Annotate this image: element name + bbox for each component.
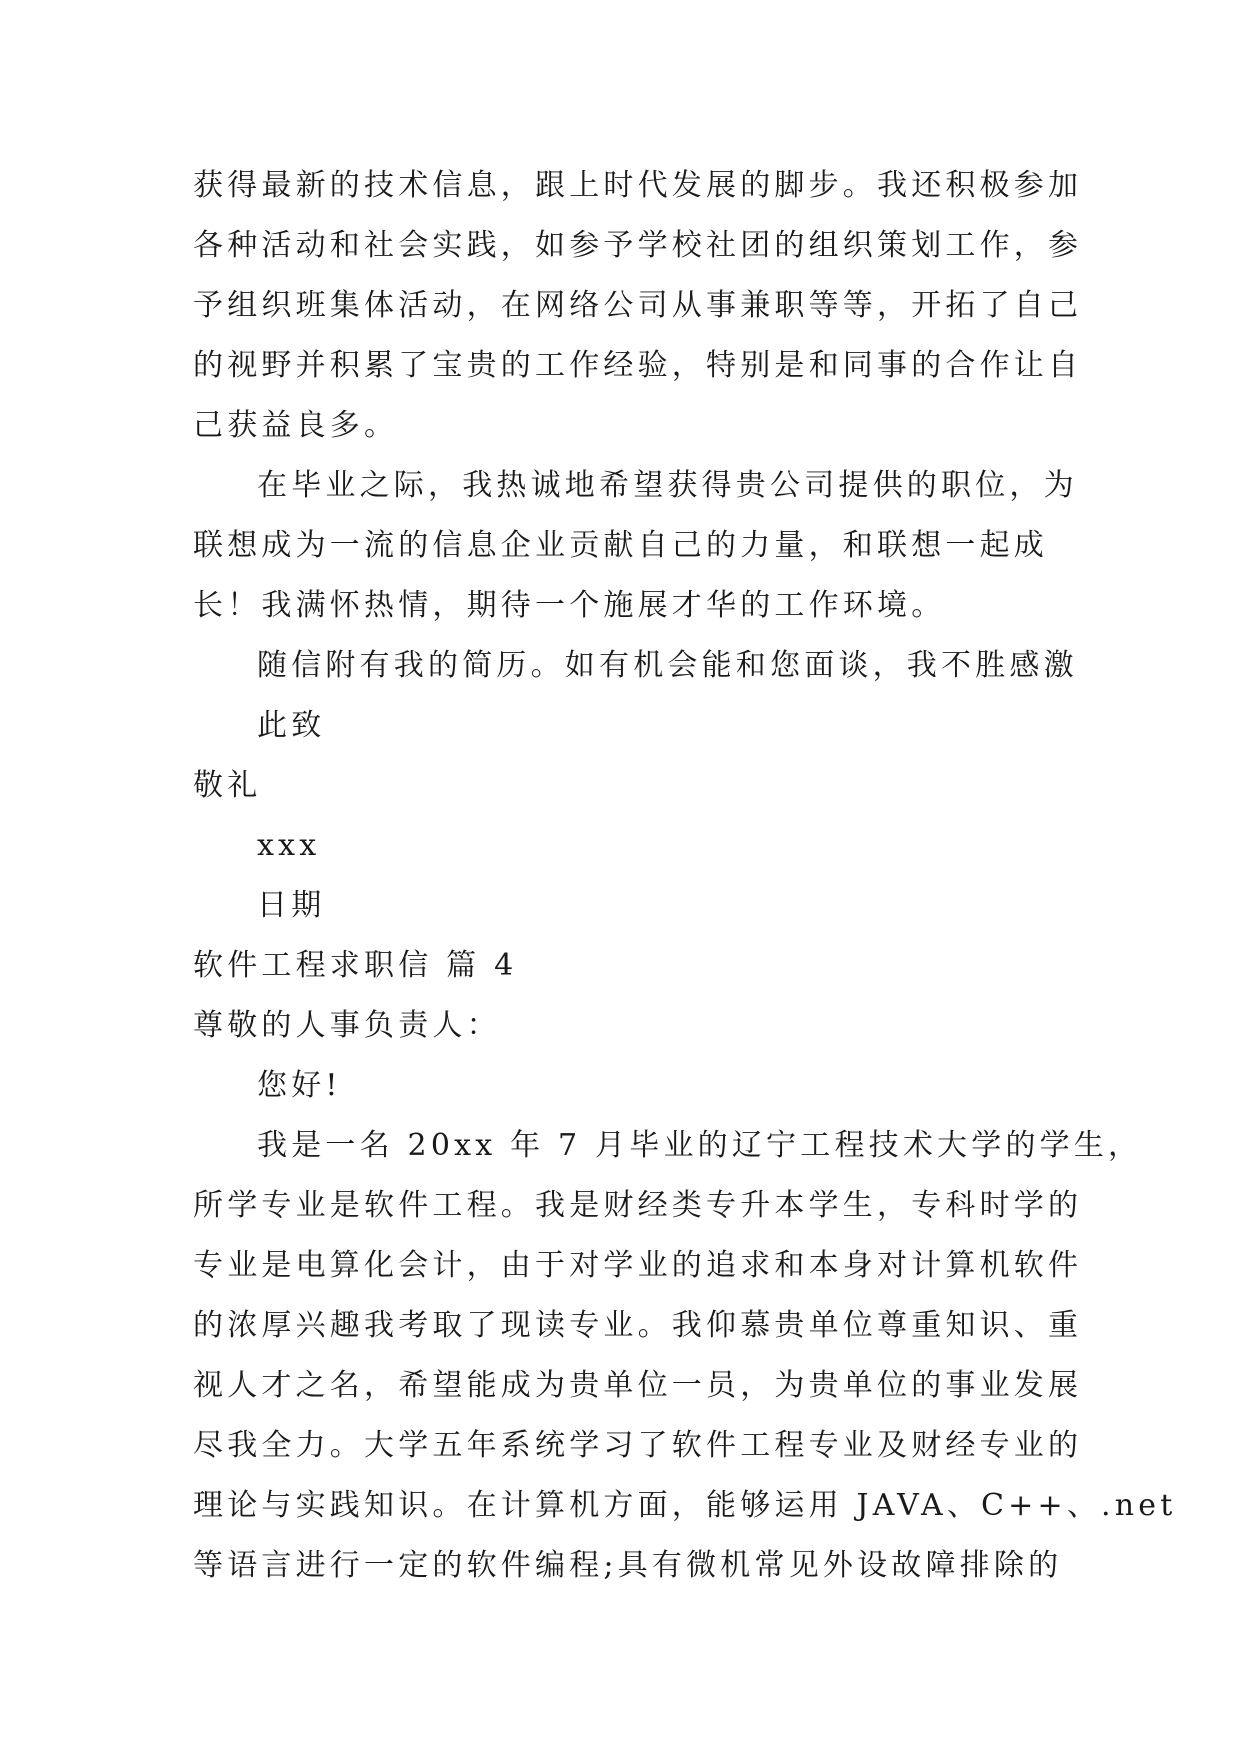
text-line: 的视野并积累了宝贵的工作经验，特别是和同事的合作让自 [193, 348, 1083, 383]
section-heading: 软件工程求职信 篇 4 [193, 948, 518, 983]
text-line: 己获益良多。 [193, 408, 399, 443]
text-line: 长！我满怀热情，期待一个施展才华的工作环境。 [193, 588, 946, 623]
document-body [193, 156, 1177, 1596]
text-line: 的浓厚兴趣我考取了现读专业。我仰慕贵单位尊重知识、重 [193, 1308, 1083, 1343]
text-line: 等语言进行一定的软件编程;具有微机常见外设故障排除的 [193, 1548, 1063, 1583]
text-line: 尽我全力。大学五年系统学习了软件工程专业及财经专业的 [193, 1428, 1083, 1463]
signature-name: xxx [257, 828, 321, 863]
salutation-line: 敬礼 [193, 768, 262, 803]
text-line: 予组织班集体活动，在网络公司从事兼职等等，开拓了自己 [193, 288, 1083, 323]
paragraph-start-line: 在毕业之际，我热诚地希望获得贵公司提供的职位，为 [257, 468, 1078, 503]
text-line: 各种活动和社会实践，如参予学校社团的组织策划工作，参 [193, 228, 1083, 263]
signature-date: 日期 [257, 888, 326, 923]
text-line: 专业是电算化会计，由于对学业的追求和本身对计算机软件 [193, 1248, 1083, 1283]
text-line: 所学专业是软件工程。我是财经类专升本学生，专科时学的 [193, 1188, 1083, 1223]
paragraph-start-line: 随信附有我的简历。如有机会能和您面谈，我不胜感激 [257, 648, 1078, 683]
text-line: 视人才之名，希望能成为贵单位一员，为贵单位的事业发展 [193, 1368, 1083, 1403]
closing-line: 此致 [257, 708, 326, 743]
text-line: 获得最新的技术信息，跟上时代发展的脚步。我还积极参加 [193, 168, 1083, 203]
text-line: 联想成为一流的信息企业贡献自己的力量，和联想一起成 [193, 528, 1048, 563]
greeting-addressee: 尊敬的人事负责人： [193, 1008, 501, 1043]
paragraph-start-line: 我是一名 20xx 年 7 月毕业的辽宁工程技术大学的学生， [257, 1128, 1143, 1163]
text-line: 理论与实践知识。在计算机方面，能够运用 JAVA、C++、.net [193, 1488, 1177, 1523]
greeting-line: 您好! [257, 1068, 342, 1103]
